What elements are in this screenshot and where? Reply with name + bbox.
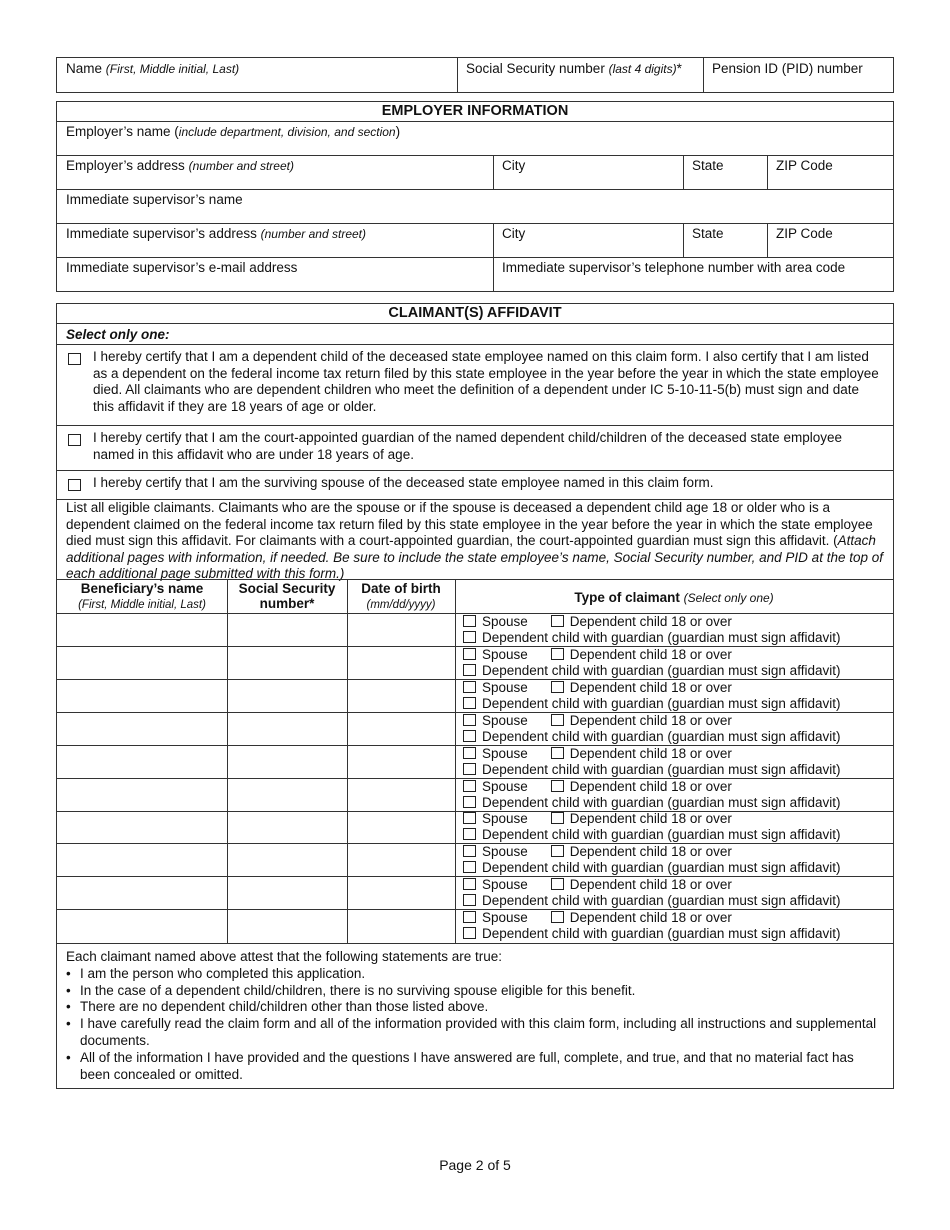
spouse-checkbox[interactable] <box>463 812 476 824</box>
supervisor-address-label: Immediate supervisor’s address <box>66 226 257 241</box>
claimant-type-line2 <box>463 630 840 646</box>
table-row <box>57 614 893 647</box>
dependent-child-18-checkbox[interactable] <box>551 845 564 857</box>
dob-cell[interactable] <box>348 811 455 843</box>
spouse-checkbox[interactable] <box>463 845 476 857</box>
claimant-type-line1 <box>463 779 732 795</box>
dependent-child-guardian-checkbox[interactable] <box>463 763 476 775</box>
spouse-checkbox[interactable] <box>463 615 476 627</box>
dependent-child-18-checkbox[interactable] <box>551 681 564 693</box>
employer-name-hint-close: ) <box>395 124 401 139</box>
employer-city-label: City <box>502 158 526 173</box>
supervisor-email-field[interactable] <box>57 257 493 291</box>
ssn-cell[interactable] <box>228 811 347 843</box>
dependent-child-18-checkbox[interactable] <box>551 812 564 824</box>
select-only-one-text: Select only one: <box>66 327 170 342</box>
claimant-type-line2 <box>463 696 840 712</box>
ssn-cell[interactable] <box>228 844 347 876</box>
table-row <box>57 713 893 746</box>
dependent-child-guardian-checkbox[interactable] <box>463 664 476 676</box>
supervisor-city-field[interactable] <box>493 223 683 257</box>
col-header-ssn-text: Social Security number* <box>238 581 336 611</box>
claimants-instructions-italic: Attach additional pages with information, if needed. Be sure to include the state employee’s name, Social Security number, and PID at the top of each additional page submitted with this form.) <box>66 533 883 581</box>
dependent-child-18-checkbox[interactable] <box>551 714 564 726</box>
option-surviving-spouse <box>57 470 893 499</box>
claimant-type-line2 <box>463 926 840 942</box>
spouse-label: Spouse <box>482 778 528 794</box>
pid-label: Pension ID (PID) number <box>712 61 863 76</box>
dependent-child-18-label: Dependent child 18 or over <box>569 745 732 761</box>
col-header-beneficiary-text: Beneficiary’s name <box>80 581 204 596</box>
employer-section-title: EMPLOYER INFORMATION <box>381 103 569 119</box>
ssn-label: Social Security number <box>466 61 605 76</box>
dependent-child-guardian-checkbox[interactable] <box>463 828 476 840</box>
supervisor-zip-field[interactable] <box>767 223 893 257</box>
dob-cell[interactable] <box>348 910 455 943</box>
spouse-label: Spouse <box>482 745 528 761</box>
spouse-label: Spouse <box>482 712 528 728</box>
beneficiary-name-cell[interactable] <box>57 713 227 745</box>
spouse-label: Spouse <box>482 614 528 629</box>
affidavit-section-title: CLAIMANT(S) AFFIDAVIT <box>388 305 562 321</box>
dependent-child-18-label: Dependent child 18 or over <box>569 844 732 860</box>
supervisor-address-field[interactable] <box>57 223 493 257</box>
name-field[interactable] <box>57 58 457 78</box>
dependent-child-guardian-checkbox[interactable] <box>463 631 476 643</box>
spouse-label: Spouse <box>482 811 528 827</box>
spouse-checkbox[interactable] <box>463 747 476 759</box>
ssn-asterisk: * <box>676 61 682 76</box>
dependent-child-guardian-label: Dependent child with guardian (guardian must sign affidavit) <box>482 794 841 810</box>
spouse-label: Spouse <box>482 877 528 893</box>
supervisor-email-label: Immediate supervisor’s e-mail address <box>66 260 298 275</box>
col-header-dob <box>347 579 455 613</box>
claimant-type-line2 <box>463 729 840 745</box>
option-dependent-child-checkbox[interactable] <box>68 353 81 365</box>
claimant-type-line1 <box>463 746 732 762</box>
option-dependent-child <box>57 344 893 425</box>
employer-state-label: State <box>692 158 724 173</box>
spouse-label: Spouse <box>482 910 528 926</box>
claimant-affidavit-section <box>56 303 894 1089</box>
ssn-cell[interactable] <box>228 779 347 811</box>
dependent-child-guardian-label: Dependent child with guardian (guardian must sign affidavit) <box>482 761 841 777</box>
claimants-table <box>57 579 893 943</box>
beneficiary-name-cell[interactable] <box>57 877 227 909</box>
attestation-intro: Each claimant named above attest that the following statements are true: <box>66 949 502 964</box>
beneficiary-name-cell[interactable] <box>57 680 227 712</box>
dependent-child-18-checkbox[interactable] <box>551 878 564 890</box>
beneficiary-name-cell[interactable] <box>57 910 227 943</box>
claimants-instructions <box>57 499 893 580</box>
option-dependent-child-text: I hereby certify that I am a dependent child of the deceased state employee named on this claim form. I also certify that I am listed as a dependent on the federal income tax return filed by this state employee in the year before the year in which the state employee died. All claimants who are dependent children who meet the definition of a dependent under IC 5-10-11-5(b) must sign and date this affidavit if they are 18 years of age or older. <box>93 349 879 414</box>
option-guardian-checkbox[interactable] <box>68 434 81 446</box>
employer-address-field[interactable] <box>57 155 493 189</box>
claimants-table-body <box>57 614 893 943</box>
dependent-child-18-label: Dependent child 18 or over <box>569 811 732 827</box>
supervisor-address-hint: (number and street) <box>260 227 366 241</box>
dependent-child-guardian-checkbox[interactable] <box>463 697 476 709</box>
attestation-item: • All of the information I have provided and the questions I have answered are full, complete, and true, and that no material fact has been concealed or omitted. <box>80 1050 881 1084</box>
supervisor-phone-label: Immediate supervisor’s telephone number with area code <box>502 260 846 275</box>
attestation-item: • There are no dependent child/children other than those listed above. <box>80 999 881 1016</box>
spouse-label: Spouse <box>482 844 528 860</box>
dependent-child-18-checkbox[interactable] <box>551 780 564 792</box>
dependent-child-guardian-checkbox[interactable] <box>463 894 476 906</box>
claimant-type-line1 <box>463 844 732 860</box>
col-header-dob-text: Date of birth <box>361 581 441 596</box>
dob-cell[interactable] <box>348 680 455 712</box>
claimants-instructions-text: List all eligible claimants. Claimants who are the spouse or if the spouse is deceased a dependent child age 18 or older who is a dependent claimed on the federal income tax return filed by this state employee in the year before the year in which the state employee died must sign this affidavit. For claimants with a court-appointed guardian, the court-appointed guardian must sign this affidavit. ( <box>66 500 873 548</box>
beneficiary-name-cell[interactable] <box>57 647 227 679</box>
beneficiary-name-cell[interactable] <box>57 746 227 778</box>
ssn-cell[interactable] <box>228 713 347 745</box>
claimant-type-line2 <box>463 827 840 843</box>
supervisor-name-field[interactable] <box>57 189 893 223</box>
supervisor-zip-label: ZIP Code <box>776 226 833 241</box>
name-hint: (First, Middle initial, Last) <box>105 62 240 76</box>
supervisor-phone-field[interactable] <box>493 257 893 291</box>
dependent-child-18-label: Dependent child 18 or over <box>569 910 732 926</box>
table-row <box>57 811 893 844</box>
option-guardian <box>57 425 893 470</box>
spouse-checkbox[interactable] <box>463 648 476 660</box>
supervisor-state-label: State <box>692 226 724 241</box>
employer-name-hint: include department, division, and section <box>178 125 396 139</box>
dob-cell[interactable] <box>348 614 455 646</box>
employer-name-field[interactable] <box>57 121 893 155</box>
col-header-beneficiary <box>57 579 227 613</box>
table-row <box>57 877 893 910</box>
select-only-one-label <box>57 324 893 343</box>
spouse-checkbox[interactable] <box>463 780 476 792</box>
dependent-child-guardian-checkbox[interactable] <box>463 796 476 808</box>
claimant-type-line2 <box>463 860 840 876</box>
table-row <box>57 680 893 713</box>
spouse-label: Spouse <box>482 679 528 695</box>
claimant-id-box <box>56 57 894 93</box>
claimant-type-line1 <box>463 680 732 696</box>
claimant-type-line1 <box>463 614 732 630</box>
supervisor-name-label: Immediate supervisor’s name <box>66 192 243 207</box>
employer-name-label: Employer’s name <box>66 124 171 139</box>
spouse-checkbox[interactable] <box>463 878 476 890</box>
dob-cell[interactable] <box>348 746 455 778</box>
dependent-child-guardian-label: Dependent child with guardian (guardian must sign affidavit) <box>482 860 841 876</box>
col-header-ssn <box>227 579 347 611</box>
beneficiary-name-cell[interactable] <box>57 811 227 843</box>
col-header-dob-hint: (mm/dd/yyyy) <box>366 599 436 611</box>
employer-information-section <box>56 101 894 292</box>
claimant-type-line2 <box>463 663 840 679</box>
claimant-type-line1 <box>463 910 732 926</box>
attestation-item: • In the case of a dependent child/children, there is no surviving spouse eligible for this benefit. <box>80 983 881 1000</box>
claimant-type-line1 <box>463 877 732 893</box>
employer-city-field[interactable] <box>493 155 683 189</box>
option-surviving-spouse-text: I hereby certify that I am the surviving spouse of the deceased state employee named in this claim form. <box>93 475 714 490</box>
dependent-child-18-label: Dependent child 18 or over <box>569 646 732 662</box>
dob-cell[interactable] <box>348 844 455 876</box>
employer-state-field[interactable] <box>683 155 767 189</box>
table-row <box>57 779 893 812</box>
dependent-child-guardian-label: Dependent child with guardian (guardian must sign affidavit) <box>482 728 841 744</box>
dependent-child-guardian-label: Dependent child with guardian (guardian must sign affidavit) <box>482 827 841 843</box>
claimant-type-line2 <box>463 795 840 811</box>
spouse-checkbox[interactable] <box>463 714 476 726</box>
dependent-child-18-checkbox[interactable] <box>551 648 564 660</box>
employer-zip-field[interactable] <box>767 155 893 189</box>
table-row <box>57 746 893 779</box>
dependent-child-18-label: Dependent child 18 or over <box>569 712 732 728</box>
name-label: Name <box>66 61 103 76</box>
employer-zip-label: ZIP Code <box>776 158 833 173</box>
ssn-cell[interactable] <box>228 647 347 679</box>
dob-cell[interactable] <box>348 877 455 909</box>
claimant-type-line1 <box>463 647 732 663</box>
claimant-type-line1 <box>463 811 732 827</box>
attestation <box>57 943 893 1095</box>
dependent-child-18-label: Dependent child 18 or over <box>569 679 732 695</box>
dependent-child-guardian-checkbox[interactable] <box>463 730 476 742</box>
ssn-field[interactable] <box>457 58 703 78</box>
dob-cell[interactable] <box>348 713 455 745</box>
ssn-cell[interactable] <box>228 877 347 909</box>
dependent-child-guardian-label: Dependent child with guardian (guardian must sign affidavit) <box>482 662 841 678</box>
table-row <box>57 844 893 877</box>
dependent-child-guardian-checkbox[interactable] <box>463 861 476 873</box>
dob-cell[interactable] <box>348 647 455 679</box>
dependent-child-guardian-label: Dependent child with guardian (guardian must sign affidavit) <box>482 695 841 711</box>
pid-field[interactable] <box>703 58 893 77</box>
dependent-child-18-checkbox[interactable] <box>551 911 564 923</box>
dependent-child-18-label: Dependent child 18 or over <box>569 614 732 629</box>
claimant-type-line2 <box>463 893 840 909</box>
beneficiary-name-cell[interactable] <box>57 614 227 646</box>
col-header-beneficiary-hint: (First, Middle initial, Last) <box>78 599 206 611</box>
attestation-item: • I have carefully read the claim form and all of the information provided with this claim form, including all instructions and supplemental documents. <box>80 1016 881 1050</box>
dob-cell[interactable] <box>348 779 455 811</box>
page-number: Page 2 of 5 <box>439 1157 511 1173</box>
dependent-child-guardian-label: Dependent child with guardian (guardian must sign affidavit) <box>482 630 841 645</box>
ssn-cell[interactable] <box>228 910 347 943</box>
ssn-cell[interactable] <box>228 614 347 646</box>
col-header-type-hint: (Select only one) <box>683 591 774 605</box>
supervisor-state-field[interactable] <box>683 223 767 257</box>
supervisor-city-label: City <box>502 226 526 241</box>
employer-address-hint: (number and street) <box>188 159 294 173</box>
spouse-label: Spouse <box>482 646 528 662</box>
ssn-hint: (last 4 digits) <box>608 62 677 76</box>
dependent-child-guardian-label: Dependent child with guardian (guardian must sign affidavit) <box>482 893 841 909</box>
attestation-item: • I am the person who completed this application. <box>80 966 881 983</box>
ssn-cell[interactable] <box>228 746 347 778</box>
dependent-child-18-label: Dependent child 18 or over <box>569 877 732 893</box>
employer-name-hint-open: ( <box>170 124 179 139</box>
claimant-type-line2 <box>463 762 840 778</box>
ssn-cell[interactable] <box>228 680 347 712</box>
table-row <box>57 910 893 943</box>
spouse-checkbox[interactable] <box>463 681 476 693</box>
option-surviving-spouse-checkbox[interactable] <box>68 479 81 491</box>
dependent-child-18-checkbox[interactable] <box>551 615 564 627</box>
dependent-child-18-label: Dependent child 18 or over <box>569 778 732 794</box>
claimant-type-line1 <box>463 713 732 729</box>
beneficiary-name-cell[interactable] <box>57 844 227 876</box>
table-row <box>57 647 893 680</box>
attestation-list <box>66 966 881 1084</box>
spouse-checkbox[interactable] <box>463 911 476 923</box>
dependent-child-guardian-checkbox[interactable] <box>463 927 476 939</box>
option-guardian-text: I hereby certify that I am the court-appointed guardian of the named dependent child/children of the deceased state employee named in this affidavit who are under 18 years of age. <box>93 430 842 462</box>
dependent-child-guardian-label: Dependent child with guardian (guardian must sign affidavit) <box>482 926 841 942</box>
dependent-child-18-checkbox[interactable] <box>551 747 564 759</box>
beneficiary-name-cell[interactable] <box>57 779 227 811</box>
col-header-type-text: Type of claimant <box>574 590 680 605</box>
employer-address-label: Employer’s address <box>66 158 185 173</box>
col-header-type <box>455 588 893 606</box>
